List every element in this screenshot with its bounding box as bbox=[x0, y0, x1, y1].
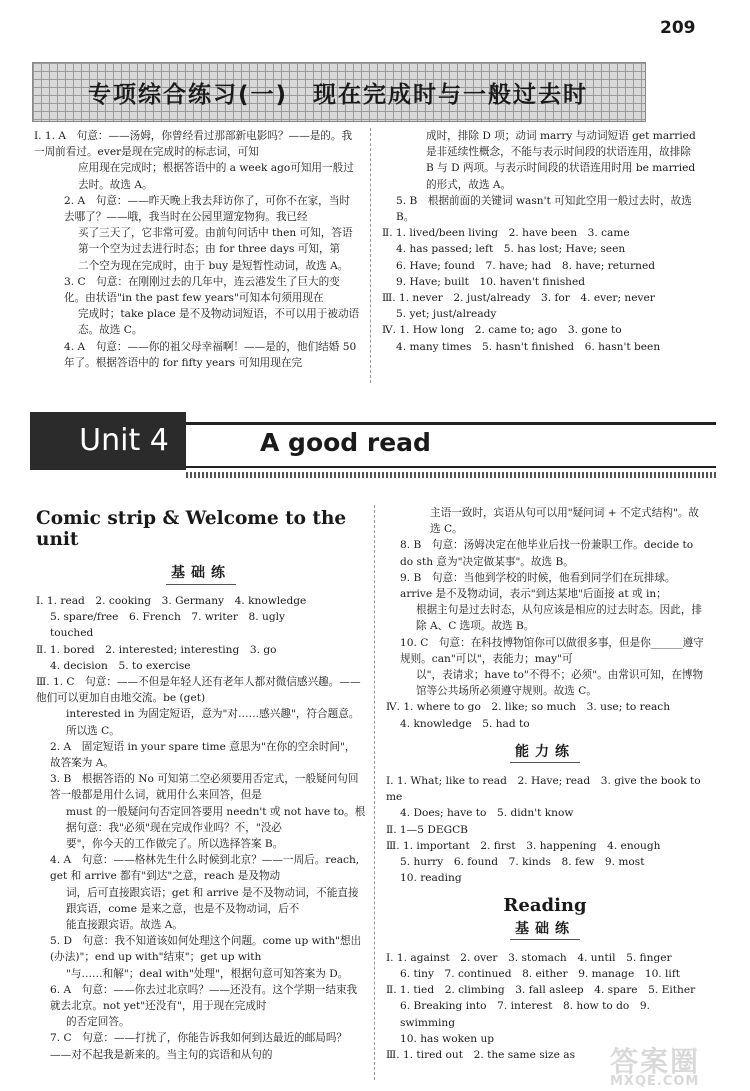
answer-line: 5. yet; just/already bbox=[396, 308, 497, 321]
answer-line: 应用现在完成时；根据答语中的 a week ago可知用一般过去时。故选 A。 bbox=[78, 162, 354, 191]
answer-line: 2. A 句意：——昨天晚上我去拜访你了，可你不在家，当时去哪了？——哦，我当时在公园里遛宠物狗。我已经 bbox=[64, 194, 350, 224]
answer-line: Ⅱ. 1—5 DEGCB bbox=[386, 823, 468, 836]
answer-line: 词，后可直接跟宾语；get 和 arrive 是不及物动词，不能直接跟宾语，come 是来之意，也是不及物动词，后不 bbox=[66, 886, 359, 915]
answer-line: 能直接跟宾语。故选 A。 bbox=[66, 919, 183, 932]
answer-line: 5. B 根据前面的关键词 wasn't 可知此空用一般过去时，故选 B。 bbox=[396, 194, 692, 224]
answer-line: touched bbox=[50, 627, 94, 640]
answer-line: Ⅰ. 1. A 句意：——汤姆，你曾经看过那部新电影吗？——是的。我一周前看过。ever是现在完成时的标志词，可知 bbox=[34, 130, 353, 159]
answer-line: 二个空为现在完成时，由于 buy 是短暂性动词，故选 A。 bbox=[78, 259, 349, 272]
answer-line: "与……和解"；deal with"处理"，根据句意可知答案为 D。 bbox=[66, 967, 349, 980]
answer-line: 7. C 句意：——打扰了，你能告诉我如何到达最近的邮局吗？——对不起我是新来的。当主句的宾语和从句的 bbox=[50, 1032, 348, 1061]
watermark-text: 答案圈 bbox=[610, 1045, 701, 1078]
reading-title: Reading bbox=[503, 895, 587, 917]
answer-line: 4. knowledge 5. had to bbox=[400, 717, 530, 730]
unit-bar bbox=[30, 412, 62, 470]
answer-line: 主语一致时，宾语从句可以用"疑问词 + 不定式结构"。故选 C。 bbox=[430, 507, 700, 536]
answer-line: Ⅱ. 1. bored 2. interested; interesting 3. go bbox=[36, 643, 277, 656]
answer-line: 成时，排除 D 项；动词 marry 与动词短语 get married 是非延续性概念，不能与表示时间段的状语连用，故排除 bbox=[426, 130, 696, 159]
column-divider bbox=[374, 505, 375, 1080]
answer-line: B 与 D 两项。与表示时间段的状语连用时用 be married 的形式，故选 A。 bbox=[426, 162, 696, 191]
unit-rule-top bbox=[186, 422, 716, 425]
answer-line: 的否定回答。 bbox=[66, 1016, 130, 1029]
unit-label: Unit 4 bbox=[62, 412, 186, 470]
answer-line: 5. hurry 6. found 7. kinds 8. few 9. most bbox=[400, 856, 645, 869]
answer-line: 4. A 句意：——你的祖父母幸福啊！——是的，他们结婚 50 年了。根据答语中的 for fifty years 可知用现在完 bbox=[64, 340, 357, 369]
answer-line: Ⅱ. 1. lived/been living 2. have been 3. came bbox=[382, 227, 630, 240]
answer-line: 4. A 句意：——格林先生什么时候到北京？——一周后。reach, get 和 arrive 都有"到达"之意，reach 是及物动 bbox=[50, 854, 360, 883]
answer-line: 以"，表请求；have to"不得不；必须"。由常识可知，在博物馆等公共场所必须遵守规则。故选 C。 bbox=[416, 669, 704, 698]
answer-line: 4. Does; have to 5. didn't know bbox=[400, 807, 574, 820]
answer-line: must 的一般疑问句否定回答要用 needn't 或 not have to。根据句意：我"必须"现在完成作业吗？不，"没必 bbox=[66, 805, 366, 834]
watermark-url: MXQE.COM bbox=[610, 1074, 700, 1089]
answer-line: 10. C 句意：在科技博物馆你可以做很多事，但是你______遵守规则。can"可以"，表能力；may"可 bbox=[400, 636, 704, 665]
unit-stripe bbox=[186, 472, 716, 478]
subsection-title: 能力练 bbox=[386, 744, 704, 763]
banner-title: 专项综合练习(一) 现在完成时与一般过去时 bbox=[87, 82, 589, 108]
answer-line: Ⅲ. 1. important 2. first 3. happening 4. enough bbox=[386, 839, 661, 852]
unit-title: A good read bbox=[260, 428, 431, 457]
page-number: 209 bbox=[660, 18, 696, 38]
bottom-left-column bbox=[36, 508, 366, 1063]
answer-line: 6. A 句意：——你去过北京吗？——还没有。这个学期一结束我就去北京。not yet"还没有"，用于现在完成时 bbox=[50, 983, 358, 1013]
watermark-logo bbox=[610, 1040, 745, 1088]
top-right-column bbox=[382, 128, 700, 355]
section-title: Comic strip & Welcome to the unit bbox=[36, 508, 347, 550]
bottom-right-column bbox=[386, 505, 704, 1063]
answer-line: Ⅳ. 1. How long 2. came to; ago 3. gone to bbox=[382, 324, 622, 337]
answer-line: 5. spare/free 6. French 7. writer 8. ugly bbox=[50, 611, 285, 624]
answer-line: 6. Breaking into 7. interest 8. how to do 9. swimming bbox=[400, 1000, 650, 1029]
answer-line: 3. C 句意：在刚刚过去的几年中，连云港发生了巨大的变化。由状语"in the past few years"可知本句须用现在 bbox=[64, 275, 340, 305]
unit-rule-bottom bbox=[186, 466, 716, 468]
answer-line: 完成时；take place 是不及物动词短语，不可以用于被动语态。故选 C。 bbox=[78, 308, 360, 337]
answer-line: Ⅲ. 1. C 句意：——不但是年轻人还有老年人都对微信感兴趣。——他们可以更加自由地交流。be (get) bbox=[36, 676, 361, 705]
answer-line: 2. A 固定短语 in your spare time 意思为"在你的空余时间"，故答案为 A。 bbox=[50, 740, 356, 770]
answer-line: 5. D 句意：我不知道该如何处理这个问题。come up with"想出(办法)"；end up with"结束"；get up with bbox=[50, 935, 362, 964]
answer-line: Ⅰ. 1. What; like to read 2. Have; read 3. give the book to me bbox=[386, 775, 701, 804]
answer-line: 8. B 句意：汤姆决定在他毕业后找一份兼职工作。decide to do sth 意为"决定做某事"。故选 B。 bbox=[400, 539, 694, 568]
column-divider bbox=[370, 128, 371, 383]
answer-line: 4. many times 5. hasn't finished 6. hasn't been bbox=[396, 340, 661, 353]
answer-line: Ⅲ. 1. tired out 2. the same size as bbox=[386, 1049, 576, 1062]
answer-line: 10. has woken up bbox=[400, 1032, 495, 1045]
answer-line: Ⅱ. 1. tied 2. climbing 3. fall asleep 4. spare 5. Either bbox=[386, 984, 696, 997]
answer-line: 4. decision 5. to exercise bbox=[50, 659, 191, 672]
answer-line: 3. B 根据答语的 No 可知第二空必须要用否定式，一般疑问句回答一般都是用什么词，就用什么来回答，但是 bbox=[50, 773, 359, 802]
answer-line: 10. reading bbox=[400, 872, 462, 885]
top-left-column bbox=[34, 128, 360, 371]
answer-line: 4. has passed; left 5. has lost; Have; seen bbox=[396, 243, 626, 256]
answer-line: Ⅳ. 1. where to go 2. like; so much 3. use; to reach bbox=[386, 701, 671, 714]
answer-line: 要"，你今天的工作做完了。所以选择答案 B。 bbox=[66, 838, 284, 851]
answer-line: 9. Have; built 10. haven't finished bbox=[396, 275, 586, 288]
answer-line: Ⅰ. 1. read 2. cooking 3. Germany 4. knowledge bbox=[36, 595, 307, 607]
answer-line: 6. tiny 7. continued 8. either 9. manage 10. lift bbox=[400, 968, 680, 981]
subsection-title: 基础练 bbox=[386, 921, 704, 940]
answer-line: 根据主句是过去时态，从句应该是相应的过去时态。因此，排除 A、C 选项。故选 B。 bbox=[416, 604, 703, 633]
answer-line: 买了三天了，它非常可爱。由前句问话中 then 可知，答语第一个空为过去进行时态；由 for three days 可知，第 bbox=[78, 227, 353, 256]
answer-line: 9. B 句意：当他到学校的时候，他看到同学们在玩排球。arrive 是不及物动词，表示"到达某地"后面接 at 或 in； bbox=[400, 571, 676, 601]
answer-line: Ⅲ. 1. never 2. just/already 3. for 4. ever; never bbox=[382, 292, 655, 305]
answer-line: interested in 为固定短语，意为"对……感兴趣"，符合题意。所以选 C。 bbox=[66, 708, 360, 737]
answer-line: 6. Have; found 7. have; had 8. have; returned bbox=[396, 259, 656, 272]
subsection-title: 基础练 bbox=[36, 562, 366, 585]
answer-line: Ⅰ. 1. against 2. over 3. stomach 4. until 5. finger bbox=[386, 951, 672, 964]
